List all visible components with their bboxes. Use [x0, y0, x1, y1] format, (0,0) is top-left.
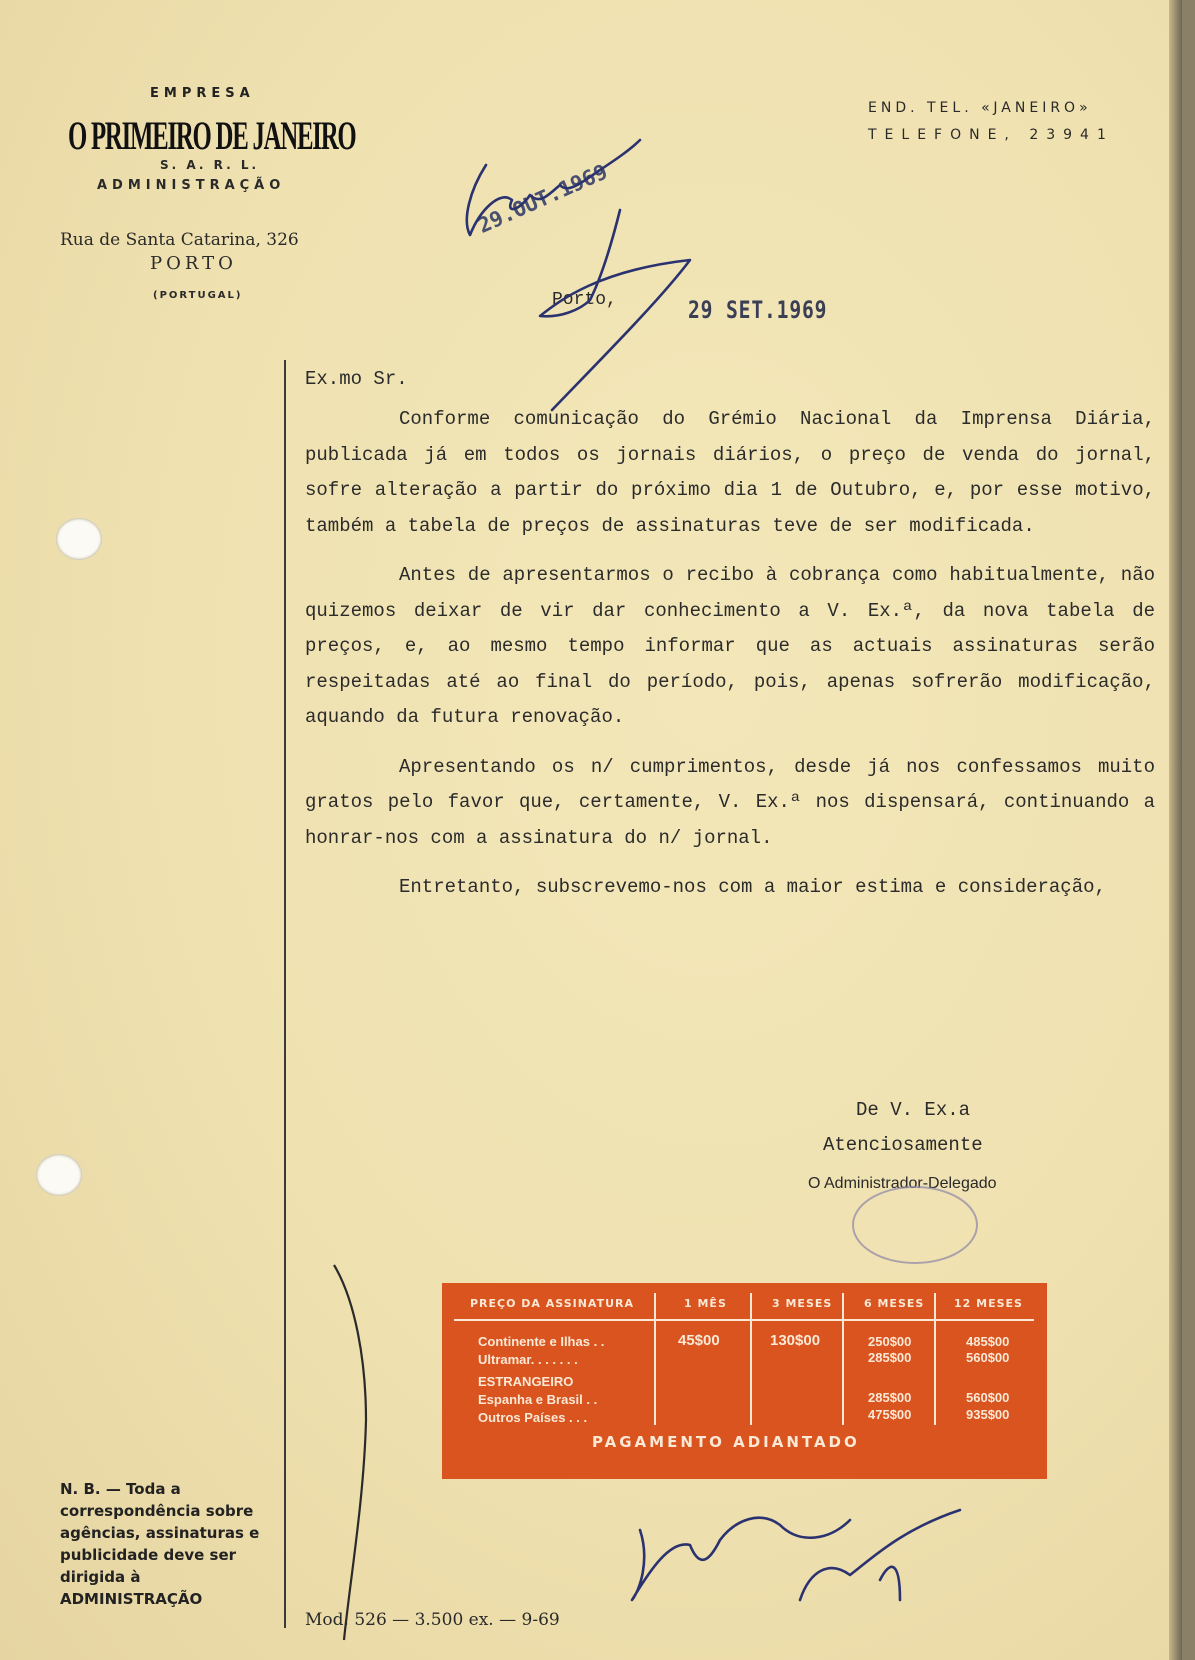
paragraph-4: Entretanto, subscrevemo-nos com a maior estima e consideração, [399, 876, 1106, 898]
pencil-bracket-mark [334, 1265, 366, 1640]
handwritten-annotation-top [467, 140, 640, 235]
correspondence-note: N. B. — Toda a correspondência sobre agências, assinaturas e publicidade deve ser dirigida à ADMINISTRAÇÃO [60, 1480, 260, 1608]
price-cell: 560$00 [966, 1350, 1010, 1365]
price-cell: 935$00 [966, 1407, 1010, 1422]
price-cell: 250$00 [868, 1334, 912, 1349]
paragraph-3: Apresentando os n/ cumprimentos, desde já nos confessamos muito gratos pelo favor que, certamente, V. Ex.ª nos dispensará, continuando a honrar-nos com a assinatura do n/ jornal. [305, 755, 1155, 849]
telegraph-address: END. TEL. «JANEIRO» [868, 100, 1092, 116]
signature-seal [853, 1187, 977, 1263]
handwritten-note-bottom [632, 1518, 850, 1600]
price-header-12-months: 12 MESES [954, 1297, 1023, 1310]
payment-note: PAGAMENTO ADIANTADO [592, 1433, 860, 1451]
street-address: Rua de Santa Catarina, 326 [60, 230, 299, 250]
country: (PORTUGAL) [153, 290, 243, 301]
price-cell: 475$00 [868, 1407, 912, 1422]
city: PORTO [150, 253, 237, 274]
price-row-label: Espanha e Brasil . . [478, 1392, 598, 1407]
price-header-label: PREÇO DA ASSINATURA [470, 1297, 635, 1310]
received-date-stamp: 29.OUT.1969 [474, 159, 612, 238]
price-header-1-month: 1 MÊS [684, 1297, 727, 1310]
handwritten-initials-top [540, 210, 690, 410]
price-row-label: Ultramar. . . . . . . [478, 1352, 578, 1367]
telephone-number: TELEFONE, 23941 [868, 127, 1114, 143]
form-reference: Mod. 526 — 3.500 ex. — 9-69 [305, 1610, 560, 1630]
price-row-label: Continente e Ilhas . . [478, 1334, 605, 1349]
newspaper-masthead: O PRIMEIRO DE JANEIRO [68, 113, 356, 158]
price-row-label: ESTRANGEIRO [478, 1374, 574, 1389]
company-label: EMPRESA [150, 86, 255, 101]
legal-form: S. A. R. L. [160, 158, 260, 172]
salutation: Ex.mo Sr. [305, 368, 408, 390]
paragraph-2: Antes de apresentarmos o recibo à cobrança como habitualmente, não quizemos deixar de vir dar conhecimento a V. Ex.ª, da nova tabela de preços, e, ao mesmo tempo informar que as actuais assinaturas serão respeitadas até ao final do período, pois, apenas sofrerão modificação, aquando da futura renovação. [305, 564, 1155, 728]
closing-line-2: Atenciosamente [823, 1134, 983, 1156]
price-header-3-months: 3 MESES [772, 1297, 833, 1310]
dateline-date: 29 SET.1969 [688, 296, 828, 324]
price-cell: 45$00 [678, 1332, 720, 1349]
closing-line-1: De V. Ex.a [856, 1099, 971, 1121]
price-cell: 485$00 [966, 1334, 1010, 1349]
price-row-label: Outros Países . . . [478, 1410, 588, 1425]
price-header-6-months: 6 MESES [864, 1297, 925, 1310]
handwritten-initials-bottom [800, 1510, 960, 1600]
paragraph-1: Conforme comunicação do Grémio Nacional da Imprensa Diária, publicada já em todos os jornais diários, o preço de venda do jornal, sofre alteração a partir do próximo dia 1 de Outubro, e, por esse motivo, também a tabela de preços de assinaturas teve de ser modificada. [305, 408, 1155, 537]
department-label: ADMINISTRAÇÃO [97, 178, 286, 193]
price-cell: 560$00 [966, 1390, 1010, 1405]
dateline-place: Porto, [552, 290, 617, 310]
price-cell: 285$00 [868, 1350, 912, 1365]
price-cell: 285$00 [868, 1390, 912, 1405]
signatory-title: O Administrador-Delegado [808, 1175, 997, 1192]
price-cell: 130$00 [770, 1332, 821, 1349]
